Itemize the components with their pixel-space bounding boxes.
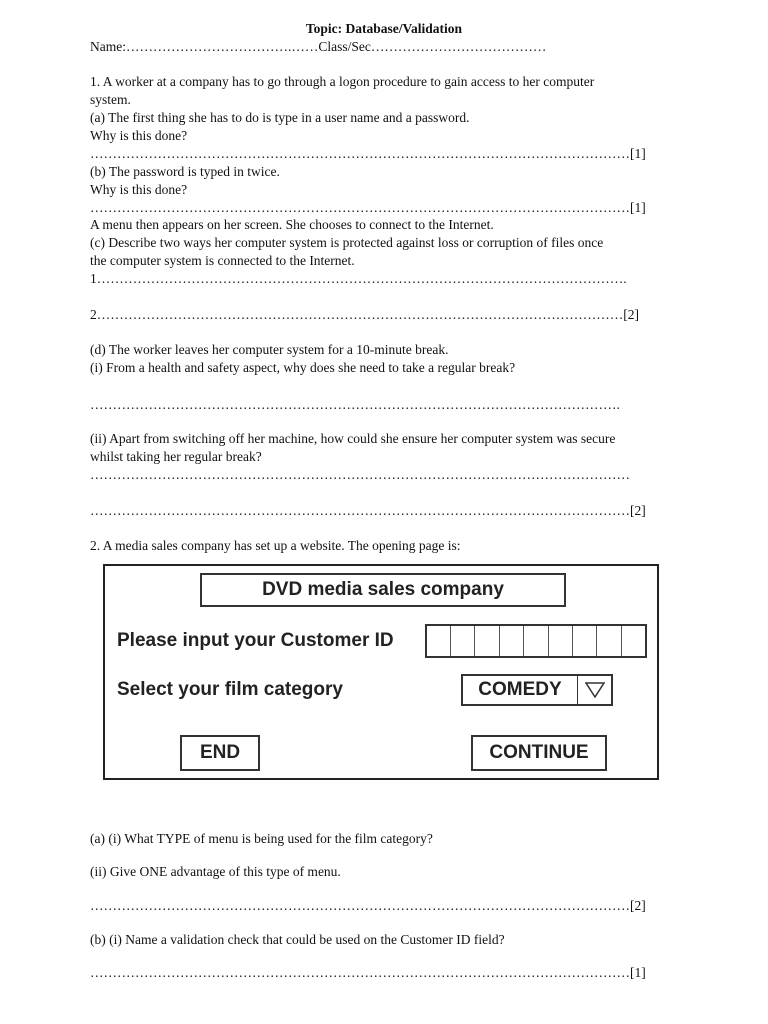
- q1d-ii-text-line-1: (ii) Apart from switching off her machine, how could she ensure her computer system was secure: [90, 431, 616, 446]
- q1d-i-answer-line[interactable]: ……………………………………………………………………………………………………….: [90, 397, 620, 412]
- page-title: Topic: Database/Validation: [305, 21, 463, 36]
- q1b-why: Why is this done?: [90, 182, 188, 197]
- id-char-cell: [549, 626, 573, 656]
- q1d-ii-answer-line-2[interactable]: …………………………………………………………………………………………………………[2]: [90, 503, 646, 518]
- q1d-i-text: (i) From a health and safety aspect, why does she need to take a regular break?: [90, 360, 516, 375]
- q1c-answer-line-1[interactable]: 1……………………………………………………………………………………………………….: [90, 271, 627, 286]
- triangle-down-icon[interactable]: [577, 676, 611, 704]
- q1d-text: (d) The worker leaves her computer system for a 10-minute break.: [90, 342, 449, 357]
- q1d-ii-text-line-2: whilst taking her regular break?: [90, 449, 262, 464]
- continue-button[interactable]: CONTINUE: [471, 735, 607, 771]
- end-button[interactable]: END: [180, 735, 260, 771]
- film-category-select[interactable]: [461, 674, 613, 706]
- id-char-cell: [475, 626, 499, 656]
- q1c-text-line-1: (c) Describe two ways her computer system is protected against loss or corruption of files once: [90, 235, 604, 250]
- id-char-cell: [500, 626, 524, 656]
- id-char-cell: [573, 626, 597, 656]
- q2b-answer-line[interactable]: …………………………………………………………………………………………………………[1]: [90, 965, 646, 980]
- customer-id-label: Please input your Customer ID: [117, 630, 394, 651]
- q2b-i-text: (b) (i) Name a validation check that could be used on the Customer ID field?: [90, 932, 505, 947]
- website-mockup: [103, 564, 659, 780]
- q2a-i-text: (a) (i) What TYPE of menu is being used for the film category?: [90, 831, 433, 846]
- q1c-text-line-2: the computer system is connected to the Internet.: [90, 253, 355, 268]
- q2-intro: 2. A media sales company has set up a website. The opening page is:: [90, 538, 461, 553]
- q1a-answer-line[interactable]: …………………………………………………………………………………………………………[1]: [90, 146, 646, 161]
- q2a-ii-text: (ii) Give ONE advantage of this type of menu.: [90, 864, 341, 879]
- customer-id-input[interactable]: [425, 624, 647, 658]
- q1-intro-line-2: system.: [90, 92, 131, 107]
- q1-menu-text: A menu then appears on her screen. She chooses to connect to the Internet.: [90, 217, 494, 232]
- id-char-cell: [451, 626, 475, 656]
- q2a-answer-line[interactable]: …………………………………………………………………………………………………………[2]: [90, 898, 646, 913]
- q1d-ii-answer-line-1[interactable]: …………………………………………………………………………………………………………: [90, 467, 630, 482]
- film-category-value: COMEDY: [478, 679, 562, 700]
- id-char-cell: [622, 626, 645, 656]
- id-char-cell: [427, 626, 451, 656]
- q1-intro-line-1: 1. A worker at a company has to go through a logon procedure to gain access to her computer: [90, 74, 595, 89]
- id-char-cell: [597, 626, 621, 656]
- name-class-line: Name:……………………………….……Class/Sec…………………………………: [90, 39, 547, 54]
- q1a-why: Why is this done?: [90, 128, 188, 143]
- q1b-answer-line[interactable]: …………………………………………………………………………………………………………[1]: [90, 200, 646, 215]
- q1a-text: (a) The first thing she has to do is type in a user name and a password.: [90, 110, 470, 125]
- q1c-answer-line-2[interactable]: 2………………………………………………………………………………………………………[2]: [90, 307, 639, 322]
- id-char-cell: [524, 626, 548, 656]
- website-title: DVD media sales company: [200, 573, 566, 607]
- q1b-text: (b) The password is typed in twice.: [90, 164, 280, 179]
- film-category-label: Select your film category: [117, 679, 343, 700]
